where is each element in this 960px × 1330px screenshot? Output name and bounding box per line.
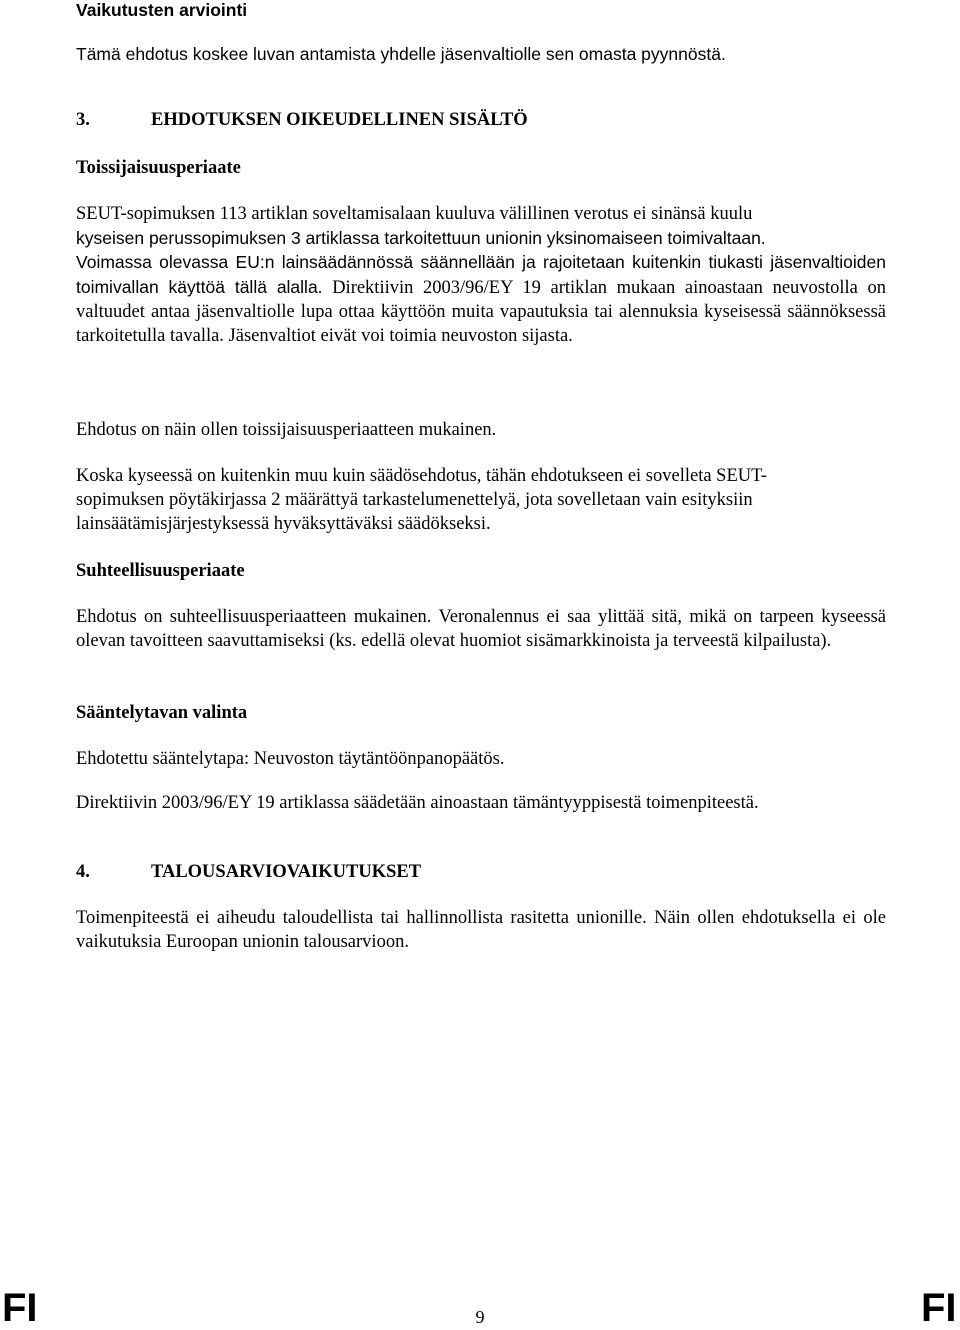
section-4-number: 4.	[76, 862, 90, 882]
section-4-heading	[76, 860, 886, 884]
proportionality-text: Ehdotus on suhteellisuusperiaatteen mukainen. Veronalennus ei saa ylittää sitä, mikä on tarpeen kyseessä olevan tavoitteen saavuttamiseksi (ks. edellä olevat huomiot sisämarkkinoista ja terveestä kilpailusta).	[76, 607, 886, 651]
footer-language-right: FI	[921, 1286, 957, 1330]
subsidiarity-p2-part-2: Direktiivin 2003/96/EY 19 artiklan mukaan ainoastaan neuvostolla on valtuudet antaa jäsenvaltiolle lupa ottaa käyttöön muita vapautuksia tai alennuksia kyseisessä säännöksessä tarkoitetulla tavalla. Jäsenvaltiot eivät voi toimia neuvoston sijasta.	[76, 278, 886, 346]
subsidiarity-p4-line-2: sopimuksen pöytäkirjassa 2 määrättyä tarkastelumenettelyä, jota sovelletaan vain esityksiin	[76, 490, 753, 510]
subsidiarity-paragraph-2	[76, 250, 886, 348]
subsidiarity-p1-line-1: SEUT-sopimuksen 113 artiklan soveltamisalaan kuuluva välillinen verotus ei sinänsä kuulu	[76, 204, 753, 224]
impact-assessment-text: Tämä ehdotus koskee luvan antamista yhdelle jäsenvaltiolle sen omasta pyynnöstä.	[76, 44, 726, 64]
budget-text: Toimenpiteestä ei aiheudu taloudellista tai hallinnollista rasitetta unionille. Näin ollen ehdotuksella ei ole vaikutuksia Euroopan unionin talousarvioon.	[76, 908, 886, 952]
instrument-paragraph-1: Ehdotettu sääntelytapa: Neuvoston täytäntöönpanopäätös.	[76, 749, 505, 769]
subsidiarity-p4-line-1: Koska kyseessä on kuitenkin muu kuin säädösehdotus, tähän ehdotukseen ei sovelleta SEUT-	[76, 466, 767, 486]
impact-assessment-heading: Vaikutusten arviointi	[76, 0, 248, 20]
section-3-title: EHDOTUKSEN OIKEUDELLINEN SISÄLTÖ	[151, 110, 528, 130]
subsidiarity-p4-line-3: lainsäätämisjärjestyksessä hyväksyttäväksi säädökseksi.	[76, 514, 491, 534]
subsidiarity-p1-line-2: kyseisen perussopimuksen 3 artiklassa tarkoitettuun unionin yksinomaiseen toimivaltaan.	[76, 228, 766, 248]
footer-language-left: FI	[2, 1286, 38, 1330]
instrument-paragraph-2: Direktiivin 2003/96/EY 19 artiklassa säädetään ainoastaan tämäntyyppisestä toimenpiteestä.	[76, 793, 759, 813]
subsidiarity-paragraph-1	[76, 202, 886, 251]
instrument-heading: Sääntelytavan valinta	[76, 703, 248, 723]
subsidiarity-p2-part-1: Voimassa olevassa EU:n lainsäädännössä säännellään ja rajoitetaan kuitenkin tiukasti jäsenvaltioiden toimivallan käyttöä tällä alalla.	[76, 252, 886, 297]
section-4-title: TALOUSARVIOVAIKUTUKSET	[151, 862, 422, 882]
subsidiarity-heading: Toissijaisuusperiaate	[76, 158, 241, 178]
subsidiarity-paragraph-4	[76, 464, 886, 536]
page-number: 9	[475, 1307, 485, 1327]
section-3-heading	[76, 108, 886, 132]
proportionality-heading: Suhteellisuusperiaate	[76, 561, 245, 581]
subsidiarity-paragraph-3: Ehdotus on näin ollen toissijaisuusperiaatteen mukainen.	[76, 420, 497, 440]
section-3-number: 3.	[76, 110, 90, 130]
